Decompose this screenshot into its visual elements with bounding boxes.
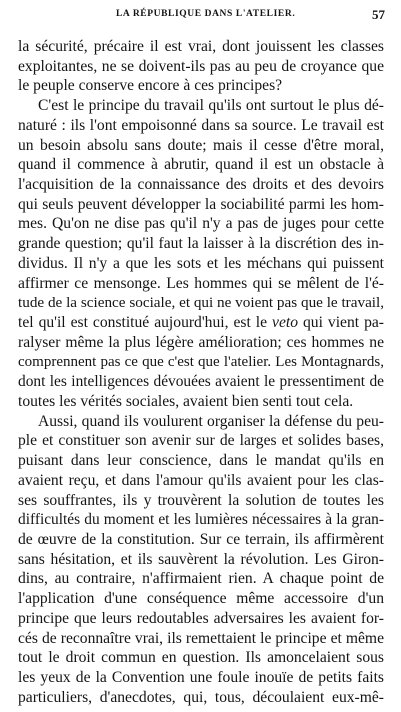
text-line: sans hésitation, et ils sauvèrent la révolution. Les Giron- <box>18 550 384 568</box>
text-line: ple et constituer son avenir sur de larges et solides bases, <box>18 432 384 450</box>
text-line: ralyser même la plus légère amélioration; ces hommes ne <box>18 333 384 351</box>
text-line: l'application d'une conséquence même accessoire d'un <box>18 590 384 608</box>
text-line: grande question; qu'il faut la laisser à la discrétion des in- <box>18 235 384 253</box>
text-line: C'est le principe du travail qu'ils ont surtout le plus dé- <box>38 97 384 115</box>
text-line: l'acquisition de la connaissance des droits et des devoirs <box>18 176 384 194</box>
body-text <box>18 37 384 707</box>
text-line: tout le droit commun en question. Ils amoncelaient sous <box>18 649 384 667</box>
text-line: dividus. Il n'y a que les sots et les méchans qui puissent <box>18 254 384 272</box>
text-line: tel qu'il est constitué aujourd'hui, est le veto qui vient pa- <box>18 314 384 332</box>
text-line: dont les intelligences dévouées avaient le pressentiment de <box>18 373 384 391</box>
text-line: mes. Qu'on ne dise pas qu'il n'y a pas de juges pour cette <box>18 215 384 233</box>
text-line: exploitantes, ne se doivent-ils pas au peu de croyance que <box>18 57 384 75</box>
text-line: cés de reconnaître vrai, ils remettaient le principe et même <box>18 629 384 647</box>
text-line: la sécurité, précaire il est vrai, dont jouissent les classes <box>18 38 384 55</box>
text-line: quand il commence à abrutir, quand il est un obstacle à <box>18 156 384 174</box>
page-header <box>18 9 385 25</box>
text-line: qui seuls peuvent développer la sociabilité parmi les hom- <box>18 195 384 213</box>
text-line: principe que leurs redoutables adversaires les avaient for- <box>18 609 384 627</box>
text-line: naturé : ils l'ont empoisonné dans sa source. Le travail est <box>18 116 384 134</box>
text-line: le peuple conserve encore à ces principes? <box>18 77 283 95</box>
text-line: affirmer ce mensonge. Les hommes qui se mêlent de l'é- <box>18 274 384 292</box>
running-title: LA RÉPUBLIQUE DANS L'ATELIER. <box>116 9 296 19</box>
text-line: particuliers, d'anecdotes, qui, tous, découlaient eux-mê- <box>18 688 384 706</box>
text-line: tude de la science sociale, et qui ne voient pas que le travail, <box>18 294 384 312</box>
text-line: dins, au contraire, n'affirmaient rien. A chaque point de <box>18 570 384 588</box>
page-number: 57 <box>372 7 385 22</box>
text-line: un besoin absolu sans doute; mais il cesse d'être moral, <box>18 136 384 154</box>
text-line: difficultés du moment et les lumières nécessaires à la gran- <box>18 511 384 529</box>
text-line: comprennent pas ce que c'est que l'atelier. Les Montagnards, <box>18 353 384 370</box>
text-line: Aussi, quand ils voulurent organiser la défense du peu- <box>38 412 384 430</box>
text-line: de œuvre de la constitution. Sur ce terrain, ils affirmèrent <box>18 530 384 548</box>
text-line: avaient reçu, et dans l'amour qu'ils avaient pour les clas- <box>18 471 384 489</box>
text-line: ses souffrantes, ils y trouvèrent la solution de toutes les <box>18 491 384 509</box>
text-line: toutes les vérités sociales, avaient bien senti tout cela. <box>18 392 354 410</box>
italic-word: veto <box>272 314 299 332</box>
text-line: puisant dans leur conscience, dans le mandat qu'ils en <box>18 452 384 470</box>
text-line: les yeux de la Convention une foule inouïe de petits faits <box>18 669 384 686</box>
